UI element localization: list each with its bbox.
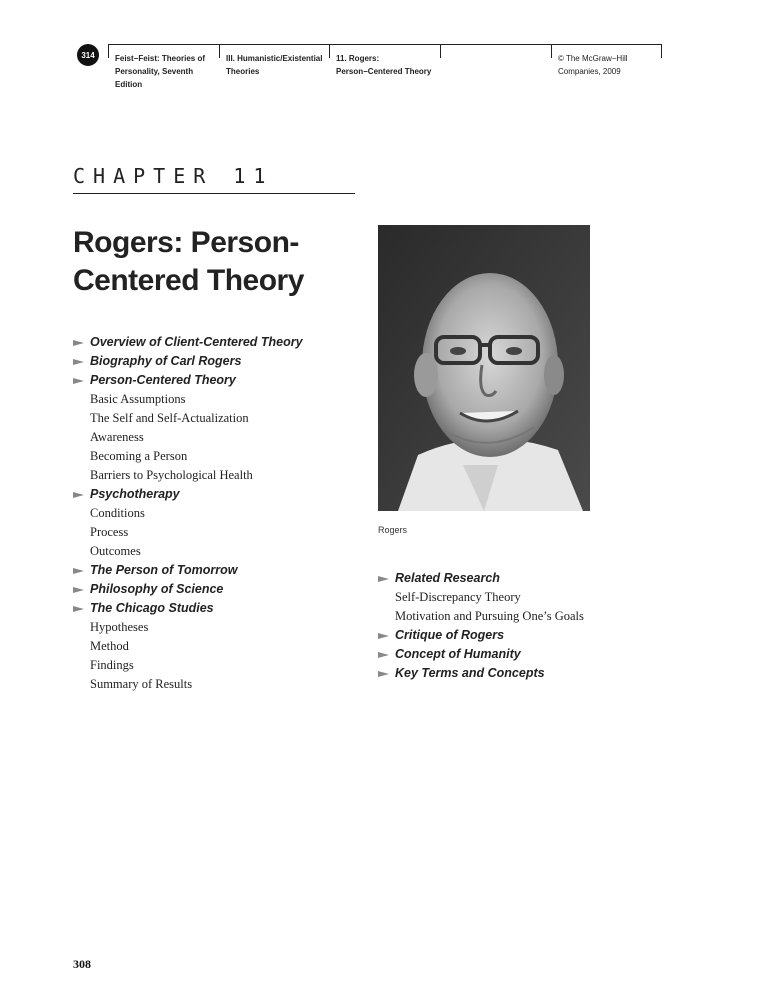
toc-heading xyxy=(73,333,303,352)
toc-heading-text: Related Research xyxy=(395,571,500,585)
header-divider xyxy=(551,44,552,58)
toc-heading xyxy=(378,626,584,645)
toc-heading xyxy=(73,352,303,371)
toc-heading-text: The Person of Tomorrow xyxy=(90,563,238,577)
toc-heading xyxy=(378,569,584,588)
arrow-bullet-icon xyxy=(73,378,84,384)
header-divider xyxy=(219,44,220,58)
toc-subitem: Summary of Results xyxy=(90,677,193,691)
arrow-bullet-icon xyxy=(378,671,389,677)
portrait-illustration xyxy=(378,225,590,511)
arrow-bullet-icon xyxy=(73,568,84,574)
header-divider xyxy=(661,44,662,58)
toc-heading-text: Concept of Humanity xyxy=(395,647,521,661)
header-part-title: III. Humanistic/Existential Theories xyxy=(226,54,323,76)
photo-caption: Rogers xyxy=(378,525,408,535)
arrow-bullet-icon xyxy=(378,633,389,639)
toc-heading xyxy=(378,645,584,664)
toc-heading xyxy=(73,561,303,580)
arrow-bullet-icon xyxy=(73,340,84,346)
header-rule xyxy=(108,44,662,45)
toc-right xyxy=(378,569,584,683)
portrait-photo xyxy=(378,225,590,511)
toc-heading xyxy=(73,599,303,618)
running-header xyxy=(0,44,768,94)
toc-subitem: Becoming a Person xyxy=(90,449,188,463)
toc-heading-text: Critique of Rogers xyxy=(395,628,505,642)
header-divider xyxy=(440,44,441,58)
toc-heading xyxy=(73,371,303,390)
toc-heading xyxy=(378,664,584,683)
toc-heading-text: The Chicago Studies xyxy=(90,601,214,615)
toc-subitem: Hypotheses xyxy=(90,620,149,634)
chapter-rule xyxy=(73,193,355,194)
toc-left xyxy=(73,333,303,694)
header-book-title: Feist−Feist: Theories of Personality, Seventh Edition xyxy=(115,54,206,89)
chapter-title xyxy=(73,224,304,300)
chapter-title-line: Rogers: Person- xyxy=(73,226,299,259)
arrow-bullet-icon xyxy=(73,587,84,593)
arrow-bullet-icon xyxy=(378,652,389,658)
toc-subitem: The Self and Self-Actualization xyxy=(90,411,249,425)
header-divider xyxy=(108,44,109,58)
toc-subitem: Barriers to Psychological Health xyxy=(90,468,253,482)
toc-heading-text: Biography of Carl Rogers xyxy=(90,354,242,368)
toc-subitem: Process xyxy=(90,525,129,539)
toc-subitem: Self-Discrepancy Theory xyxy=(395,590,521,604)
arrow-bullet-icon xyxy=(73,359,84,365)
toc-subitem: Conditions xyxy=(90,506,145,520)
toc-subitem: Findings xyxy=(90,658,134,672)
toc-heading xyxy=(73,580,303,599)
toc-heading-text: Psychotherapy xyxy=(90,487,180,501)
toc-subitem: Awareness xyxy=(90,430,144,444)
toc-subitem: Basic Assumptions xyxy=(90,392,186,406)
header-copyright: © The McGraw−Hill Companies, 2009 xyxy=(558,54,628,76)
page-badge: 314 xyxy=(77,44,99,66)
toc-heading-text: Key Terms and Concepts xyxy=(395,666,545,680)
header-divider xyxy=(329,44,330,58)
toc-subitem: Method xyxy=(90,639,129,653)
toc-heading-text: Philosophy of Science xyxy=(90,582,224,596)
arrow-bullet-icon xyxy=(378,576,389,582)
chapter-label: CHAPTER 11 xyxy=(73,164,274,188)
arrow-bullet-icon xyxy=(73,606,84,612)
toc-heading xyxy=(73,485,303,504)
toc-subitem: Outcomes xyxy=(90,544,141,558)
toc-heading-text: Person-Centered Theory xyxy=(90,373,236,387)
toc-subitem: Motivation and Pursuing One’s Goals xyxy=(395,609,584,623)
arrow-bullet-icon xyxy=(73,492,84,498)
page-number: 308 xyxy=(73,957,91,971)
chapter-title-line: Centered Theory xyxy=(73,264,304,297)
toc-heading-text: Overview of Client-Centered Theory xyxy=(90,335,303,349)
header-chapter-title: 11. Rogers: Person−Centered Theory xyxy=(336,54,432,76)
